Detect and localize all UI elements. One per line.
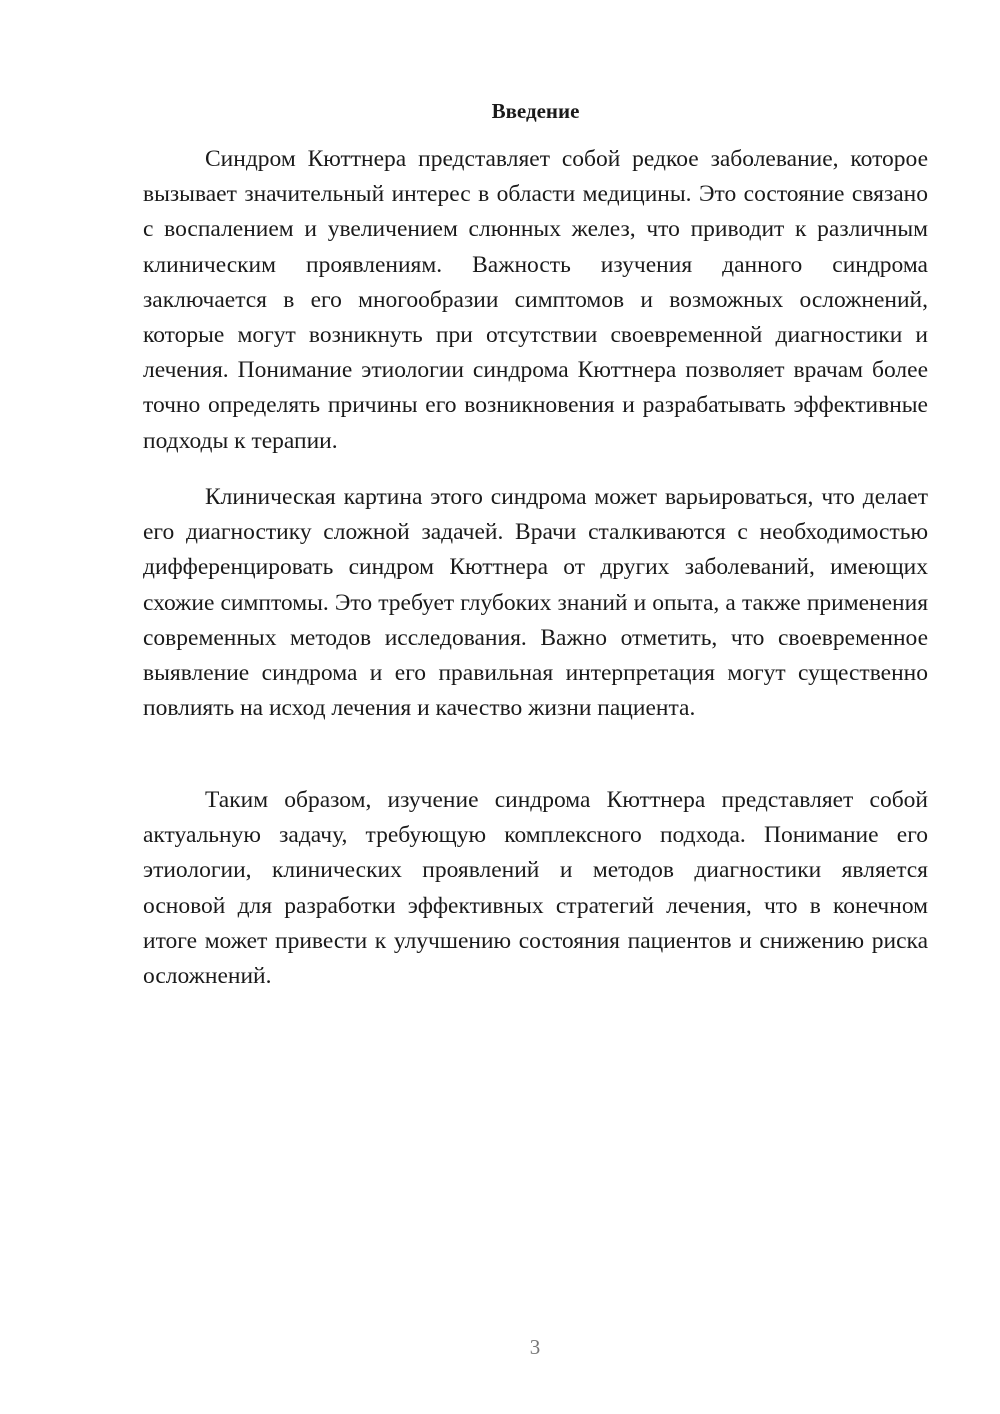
- paragraph-3: Таким образом, изучение синдрома Кюттнера представляет собой актуальную задачу, требующую комплексного подхода. Понимание его этиологии, клинических проявлений и методов диагностики является основой для разработки эффективных стратегий лечения, что в конечном итоге может привести к улучшению состояния пациентов и снижению риска осложнений.: [143, 787, 928, 990]
- paragraph-2: Клиническая картина этого синдрома может варьироваться, что делает его диагностику сложной задачей. Врачи сталкиваются с необходимостью дифференцировать синдром Кюттнера от других заболеваний, имеющих схожие симптомы. Это требует глубоких знаний и опыта, а также применения современных методов исследования. Важно отметить, что своевременное выявление синдрома и его правильная интерпретация могут существенно повлиять на исход лечения и качество жизни пациента.: [143, 484, 928, 722]
- paragraph-1: Синдром Кюттнера представляет собой редкое заболевание, которое вызывает значительный интерес в области медицины. Это состояние связано с воспалением и увеличением слюнных желез, что приводит к различным клиническим проявлениям. Важность изучения данного синдрома заключается в его многообразии симптомов и возможных осложнений, которые могут возникнуть при отсутствии своевременной диагностики и лечения. Понимание этиологии синдрома Кюттнера позволяет врачам более точно определять причины его возникновения и разрабатывать эффективные подходы к терапии.: [143, 146, 928, 454]
- section-title: Введение: [491, 99, 580, 123]
- page-number: 3: [529, 1335, 541, 1359]
